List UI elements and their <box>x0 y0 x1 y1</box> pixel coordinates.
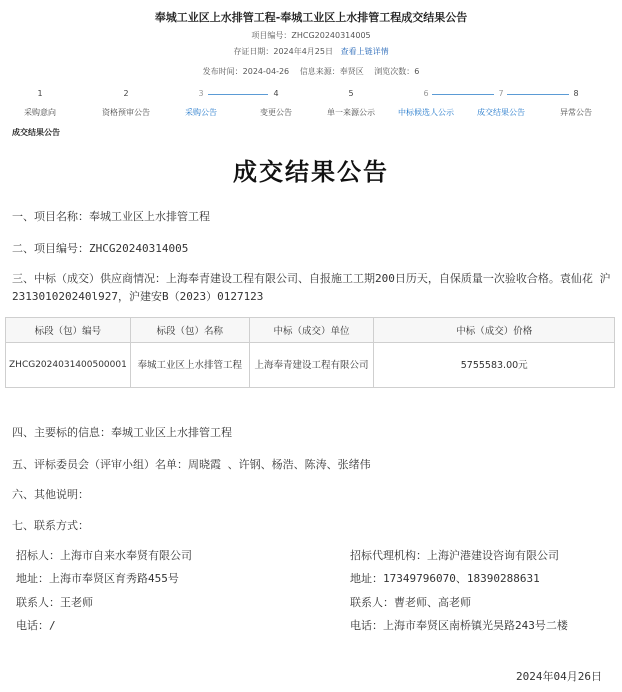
step-label: 采购意向 <box>24 108 56 117</box>
table-header-row <box>6 318 615 343</box>
step-number: 5 <box>348 89 354 98</box>
step-label: 中标候选人公示 <box>398 108 454 117</box>
section-other-notes: 六、其他说明： <box>12 488 89 501</box>
step-7[interactable] <box>459 88 543 118</box>
tenderer-address: 地址：上海市奉贤区育秀路455号 <box>16 572 179 585</box>
step-4[interactable] <box>234 88 318 118</box>
step-1[interactable] <box>0 88 82 118</box>
winner-cell: 上海奉青建设工程有限公司 <box>249 343 374 388</box>
step-number: 7 <box>498 89 504 98</box>
agency-phone: 电话：上海市奉贤区南桥镇光昊路243号二楼 <box>350 619 568 632</box>
lot-number-cell: ZHCG2024031400500001 <box>6 343 131 388</box>
agency-contact-person: 联系人：曹老师、高老师 <box>350 596 471 609</box>
result-table <box>5 317 615 388</box>
section-main-item: 四、主要标的信息：奉城工业区上水排管工程 <box>12 426 232 439</box>
step-label: 异常公告 <box>560 108 592 117</box>
column-header: 标段（包）名称 <box>130 318 249 343</box>
publish-meta: 发布时间：2024-04-26 信息来源：奉贤区 浏览次数：6 <box>202 67 420 76</box>
process-steps <box>0 88 622 120</box>
archive-line <box>0 46 622 57</box>
lot-name-cell: 奉城工业区上水排管工程 <box>130 343 249 388</box>
table-row <box>6 343 615 388</box>
step-2[interactable] <box>84 88 168 118</box>
step-label: 采购公告 <box>185 108 217 117</box>
chain-detail-link[interactable]: 查看上链详情 <box>340 47 389 56</box>
publish-date: 2024年04月26日 <box>516 670 602 683</box>
header-title: 奉城工业区上水排管工程-奉城工业区上水排管工程成交结果公告 <box>154 11 468 24</box>
section-project-name: 一、项目名称：奉城工业区上水排管工程 <box>12 210 210 223</box>
section-committee: 五、评标委员会（评审小组）名单：周晓霞 、许钢、杨浩、陈涛、张绪伟 <box>12 458 371 471</box>
section-project-number: 二、项目编号：ZHCG20240314005 <box>12 242 189 255</box>
step-number: 8 <box>573 89 579 98</box>
step-6[interactable] <box>384 88 468 118</box>
step-label: 变更公告 <box>260 108 292 117</box>
step-number: 4 <box>273 89 279 98</box>
archive-date: 存证日期：2024年4月25日 <box>233 47 333 56</box>
step-8[interactable] <box>534 88 618 118</box>
section-supplier: 三、中标（成交）供应商情况：上海奉青建设工程有限公司、自报施工工期200日历天，自保质量一次验收合格。袁仙花 沪231301020240l927，沪建安B（2023）0127123 <box>12 272 611 303</box>
price-cell: 5755583.00元 <box>374 343 615 388</box>
step-label: 成交结果公告 <box>477 108 525 117</box>
breadcrumb: 成交结果公告 <box>12 128 60 137</box>
tenderer-org: 招标人：上海市自来水奉贤有限公司 <box>16 549 192 562</box>
tenderer-contact-person: 联系人：王老师 <box>16 596 93 609</box>
step-number: 2 <box>123 89 129 98</box>
page-title: 成交结果公告 <box>233 158 389 186</box>
project-number: 项目编号：ZHCG20240314005 <box>251 31 371 40</box>
step-number: 1 <box>37 89 43 98</box>
column-header: 中标（成交）单位 <box>249 318 374 343</box>
step-number: 6 <box>423 89 429 98</box>
step-3[interactable] <box>159 88 243 118</box>
step-label: 资格预审公告 <box>102 108 150 117</box>
agency-org: 招标代理机构：上海沪港建设咨询有限公司 <box>350 549 559 562</box>
step-5[interactable] <box>309 88 393 118</box>
step-number: 3 <box>198 89 204 98</box>
agency-address: 地址：17349796070、18390288631 <box>350 572 540 585</box>
section-contact: 七、联系方式： <box>12 519 89 532</box>
step-label: 单一来源公示 <box>327 108 375 117</box>
column-header: 中标（成交）价格 <box>374 318 615 343</box>
tenderer-phone: 电话：/ <box>16 619 56 632</box>
column-header: 标段（包）编号 <box>6 318 131 343</box>
